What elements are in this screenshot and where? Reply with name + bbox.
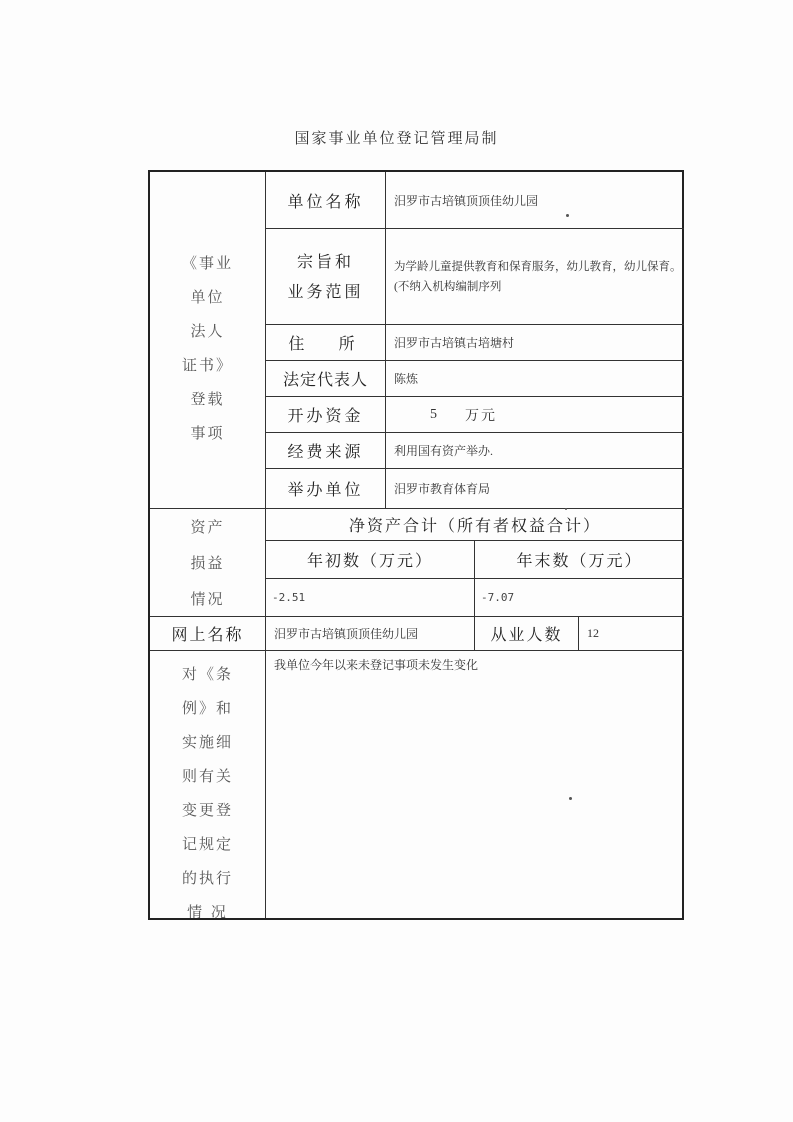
section-label-line: 损益 [190,553,225,572]
staff-count-value: 12 [587,626,599,640]
section-label-line: 例》和 [181,699,233,717]
section-label-line: 资产 [190,517,225,536]
legal-rep-label: 法定代表人 [282,370,368,389]
registration-section-label [150,172,265,508]
unit-name-value: 汨罗市古培镇顶顶佳幼儿园 [394,193,539,208]
section-label-line: 《事业 [181,254,233,272]
purpose-label-line: 宗旨和 [296,251,354,271]
sponsor-value: 汨罗市教育体育局 [394,482,491,496]
assets-section-label [150,509,265,616]
sponsor-label: 举办单位 [287,480,364,499]
registration-form-table [148,170,684,920]
end-year-header: 年末数（万元） [516,551,643,570]
capital-amount: 5 [430,406,437,422]
begin-year-value: -2.51 [272,591,306,604]
page-title: 国家事业单位登记管理局制 [294,129,499,147]
section-label-line: 单位 [190,288,225,306]
section-label-line: 情 况 [187,903,228,918]
scan-speck [569,797,572,800]
capital-value [386,397,684,432]
section-label-line: 证书》 [181,356,233,374]
section-label-line: 情况 [190,589,225,608]
section-label-line: 变更登 [181,801,233,819]
section-label-line: 对《条 [181,665,233,683]
legal-rep-value: 陈炼 [394,372,419,386]
purpose-value [386,229,684,324]
scan-speck [565,508,567,510]
section-label-line: 的执行 [181,869,233,887]
unit-name-label: 单位名称 [287,191,364,211]
divider [265,650,266,918]
section-label-line: 法人 [190,322,225,340]
section-label-line: 记规定 [181,835,233,853]
address-label: 住 所 [288,334,363,353]
online-name-label: 网上名称 [171,625,244,644]
purpose-value-line: (不纳入机构编制序列 [394,280,502,293]
capital-unit: 万元 [465,408,497,424]
address-value: 汨罗市古培镇古培塘村 [394,336,515,350]
capital-label: 开办资金 [287,406,364,425]
purpose-label-line: 业务范围 [287,281,364,301]
compliance-section-label [150,651,265,918]
section-label-line: 实施细 [181,733,233,751]
compliance-text: 我单位今年以来未登记事项未发生变化 [274,658,479,672]
scan-speck [566,214,569,217]
online-name-value: 汨罗市古培镇顶顶佳幼儿园 [274,627,419,641]
funding-label: 经费来源 [287,442,364,461]
begin-year-header: 年初数（万元） [306,551,433,570]
end-year-value: -7.07 [481,591,515,604]
staff-count-label: 从业人数 [490,625,563,644]
section-label-line: 登载 [190,390,225,408]
purpose-value-line: 为学龄儿童提供教育和保育服务，幼儿教育，幼儿保育。 [394,260,682,273]
net-assets-header: 净资产合计（所有者权益合计） [348,516,601,535]
purpose-label [266,229,385,324]
section-label-line: 事项 [190,424,225,442]
funding-value: 利用国有资产举办. [394,444,494,458]
section-label-line: 则有关 [181,767,233,785]
